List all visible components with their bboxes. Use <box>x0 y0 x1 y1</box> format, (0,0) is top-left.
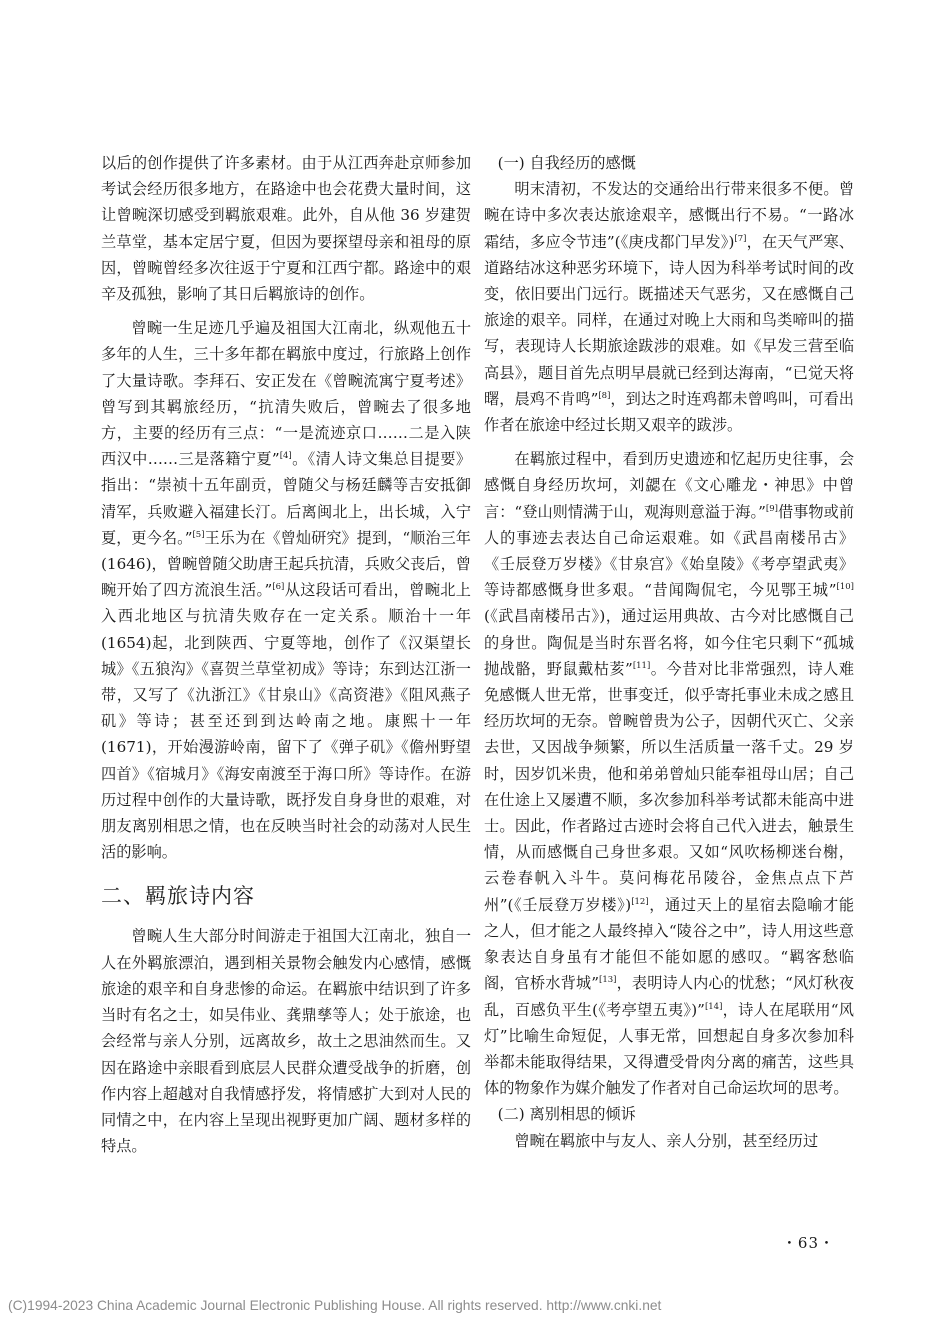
text-run: 曾畹一生足迹几乎遍及祖国大江南北，纵观他五十多年的人生，三十多年都在羁旅中度过，行旅路上创作了大量诗歌。李拜石、安正发在《曾畹流寓宁夏考述》曾写到其羁旅经历，“抗清失败后，曾畹去了很多地方，主要的经历有三点：“一是流迹京口……二是入陕西汉中……三是落籍宁夏” <box>101 319 471 469</box>
paragraph <box>484 446 854 1101</box>
subsection-heading: (二) 离别相思的倾诉 <box>497 1105 636 1124</box>
text-run: 王乐为在《曾灿研究》提到，“顺治三年(1646)，曾畹曾随父助唐王起兵抗清，兵败父丧后，曾畹开始了四方流浪生活。” <box>101 528 471 600</box>
paragraph <box>484 176 854 438</box>
footnote-ref: [12] <box>631 896 649 907</box>
footnote-ref: [10] <box>836 582 854 593</box>
text-run: ，表明诗人内心的忧愁；“风灯秋夜乱，百感负平生(《考亭望五夷》)” <box>484 974 855 1019</box>
text-run: 在羁旅过程中，看到历史遗迹和忆起历史往事，会感慨自身经历坎坷，刘勰在《文心雕龙・神思》中曾言：“登山则情满于山，观海则意溢于海。” <box>484 450 854 521</box>
text-run: 。《清人诗文集总目提要》指出：“崇祯十五年副贡，曾随父与杨廷麟等吉安抵御清军，兵败避入福建长汀。后离闽北上，出长城，入宁夏，更今名。” <box>101 450 472 547</box>
page-number: ・63・ <box>781 1234 835 1252</box>
footnote-ref: [4] <box>279 451 292 462</box>
text-run: 从这段话可看出，曾畹北上入西北地区与抗清失败存在一定关系。顺治十一年(1654)起，北到陕西、宁夏等地，创作了《汉渠望长城》《五狼沟》《喜贺兰草堂初成》等诗；东到达江浙一带，又写了《氿浙江》《甘泉山》《高资港》《阻风燕子矶》等诗；甚至还到到达岭南之地。康熙十一年(1671)，开始漫游岭南，留下了《弹子矶》《儋州野望四首》《宿城月》《海安南渡至于海口所》等诗作。在游历过程中创作的大量诗歌，既抒发自身身世的艰难，对朋友离别相思之情，也在反映当时社会的动荡对人民生活的影响。 <box>101 581 471 862</box>
text-run: (《武昌南楼吊古》)，通过运用典故、古今对比感慨自己的身世。陶侃是当时东晋名将，如今住宅只剩下“孤城抛战骼，野鼠戴枯荄” <box>484 607 854 678</box>
left-column <box>101 150 471 1159</box>
footnote-ref: [5] <box>192 529 205 540</box>
text-run: 。今昔对比非常强烈，诗人难免感慨人世无常，世事变迁，似乎寄托事业未成之感且经历坎坷的无奈。曾畹曾贵为公子，因朝代灭亡、父亲去世，又因战争频繁，所以生活质量一落千丈。29 岁时，因岁饥米贵，他和弟弟曾灿只能奉祖母山居；自己在仕途上又屡遭不顺，多次参加科举考试都未能高中进士。因此，作者路过古迹时会将自己代入进去，触景生情，从而感慨自己身世多艰。又如“风吹杨柳迷台榭，云卷春帆入斗牛。莫问梅花吊陵谷，金焦点点下芦州”(《壬辰登万岁楼》) <box>484 659 854 914</box>
text-run: ，到达之时连鸡都未曾鸣叫，可看出作者在旅途中经过长期又艰辛的跋涉。 <box>484 389 854 435</box>
paragraph: 曾畹在羁旅中与友人、亲人分别，甚至经历过 <box>514 1131 819 1150</box>
text-run: 明末清初，不发达的交通给出行带来很多不便。曾畹在诗中多次表达旅途艰辛，感慨出行不易。“一路冰霜结，多应令节违”(《庚戌都门早发》) <box>484 180 854 251</box>
footnote-ref: [13] <box>599 975 617 986</box>
footnote-ref: [6] <box>272 582 285 593</box>
footnote-ref: [14] <box>704 1001 723 1012</box>
section-heading: 二、羁旅诗内容 <box>101 884 255 909</box>
copyright-footer: (C)1994-2023 China Academic Journal Electronic Publishing House. All rights reserved. http://www.cnki.net <box>8 1298 662 1313</box>
subsection-heading: (一) 自我经历的感慨 <box>497 154 636 172</box>
paragraph <box>101 315 471 865</box>
text-run: 借事物或前人的事迹去表达自己命运艰难。如《武昌南楼吊古》《壬辰登万岁楼》《甘泉宫》《始皇陵》《考亭望武夷》等诗都感慨身世多艰。“昔闻陶侃宅，今见鄂王城” <box>484 502 855 600</box>
text-run: ，通过天上的星宿去隐喻才能之人，但才能之人最终掉入“陵谷之中”，诗人用这些意象表达自身虽有才能但不能如愿的感叹。“羁客愁临阁，官桥水背城” <box>484 895 855 993</box>
footnote-ref: [8] <box>598 390 611 401</box>
footnote-ref: [11] <box>632 660 651 671</box>
footnote-ref: [7] <box>734 233 747 244</box>
text-run: ，诗人在尾联用“风灯”比喻生命短促，人事无常，回想起自身多次参加科举都未能取得结果，又得遭受骨肉分离的痛苦，这些具体的物象作为媒介触发了作者对自己命运坎坷的思考。 <box>484 1000 854 1098</box>
footnote-ref: [9] <box>765 503 778 514</box>
right-column <box>484 150 854 1154</box>
text-run: ，在天气严寒、道路结冰这种恶劣环境下，诗人因为科举考试时间的改变，依旧要出门远行。既描述天气恶劣，又在感慨自己旅途的艰辛。同样，在通过对晚上大雨和鸟类啼叫的描写，表现诗人长期旅途跋涉的艰难。如《早发三营至临高县》，题目首先点明早晨就已经到达海南，“已觉天将曙，晨鸡不肯鸣” <box>484 232 854 408</box>
paragraph: 以后的创作提供了许多素材。由于从江西奔赴京师参加考试会经历很多地方，在路途中也会花费大量时间，这让曾畹深切感受到羁旅艰难。此外，自从他 36 岁建贺兰草堂，基本定居宁夏，但因为要探望母亲和祖母的原因，曾畹曾经多次往返于宁夏和江西宁都。路途中的艰辛及孤独，影响了其日后羁旅诗的创作。 <box>101 154 471 304</box>
paragraph: 曾畹人生大部分时间游走于祖国大江南北，独自一人在外羁旅漂泊，遇到相关景物会触发内心感情，感慨旅途的艰辛和自身悲惨的命运。在羁旅中结识到了许多当时有名之士，如吴伟业、龚鼎孳等人；处于旅途，也会经常与亲人分别，远离故乡，故土之思油然而生。又因在路途中亲眼看到底层人民群众遭受战争的折磨，创作内容上超越对自我情感抒发，将情感扩大到对人民的同情之中，在内容上呈现出视野更加广阔、题材多样的特点。 <box>101 927 471 1156</box>
